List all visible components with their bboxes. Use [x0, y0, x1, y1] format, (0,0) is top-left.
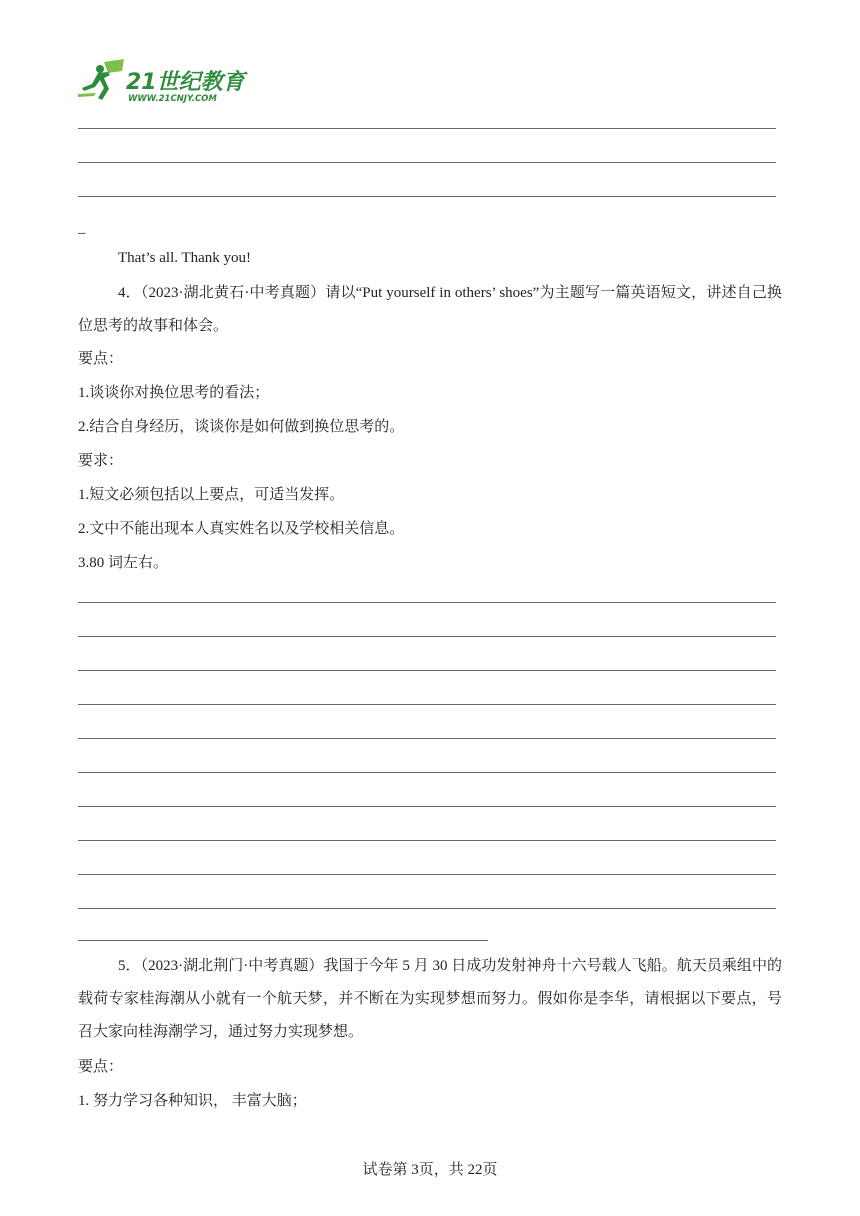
q4-point-2: 2.结合自身经历，谈谈你是如何做到换位思考的。: [78, 419, 405, 435]
q4-prompt: 4．（2023·湖北黄石·中考真题）请以“Put yourself in others’ shoes”为主题写一篇英语短文，讲述自己换位思考的故事和体会。: [78, 285, 782, 334]
writing-line: [78, 128, 776, 129]
q5-prompt: 5．（2023·湖北荆门·中考真题）我国于今年 5 月 30 日成功发射神舟十六号载人飞船。航天员乘组中的载荷专家桂海潮从小就有一个航天梦，并不断在为实现梦想而努力。假如你是李华，请根据以下要点，号召大家向桂海潮学习，通过努力实现梦想。: [78, 958, 782, 1040]
writing-line: [78, 602, 776, 603]
writing-line: [78, 196, 776, 197]
q4-requirement-1: 1.短文必须包括以上要点，可适当发挥。: [78, 487, 345, 503]
site-logo: [78, 58, 248, 104]
q4-requirement-3: 3.80 词左右。: [78, 555, 169, 571]
runner-icon: [78, 59, 124, 100]
q5-point-1: 1. 努力学习各种知识， 丰富大脑；: [78, 1093, 307, 1109]
line-end-dash: _: [78, 220, 86, 236]
writing-line: [78, 670, 776, 671]
writing-line: [78, 704, 776, 705]
writing-line: [78, 636, 776, 637]
writing-line: [78, 772, 776, 773]
writing-line: [78, 738, 776, 739]
q4-point-1: 1.谈谈你对换位思考的看法；: [78, 385, 270, 401]
logo-title: 21世纪教育: [126, 70, 245, 95]
writing-line: [78, 840, 776, 841]
q4-requirement-2: 2.文中不能出现本人真实姓名以及学校相关信息。: [78, 521, 405, 537]
closing-text: That’s all. Thank you!: [118, 250, 252, 266]
writing-line: [78, 874, 776, 875]
writing-line: [78, 806, 776, 807]
q5-points-heading: 要点：: [78, 1059, 124, 1075]
writing-line: [78, 162, 776, 163]
writing-line: [78, 908, 776, 909]
q4-req-heading: 要求：: [78, 453, 124, 469]
writing-line-short: [78, 940, 488, 941]
page-footer: 试卷第 3页，共 22页: [362, 1162, 498, 1178]
q4-points-heading: 要点：: [78, 351, 124, 367]
logo-url: WWW.21CNJY.COM: [128, 94, 217, 104]
